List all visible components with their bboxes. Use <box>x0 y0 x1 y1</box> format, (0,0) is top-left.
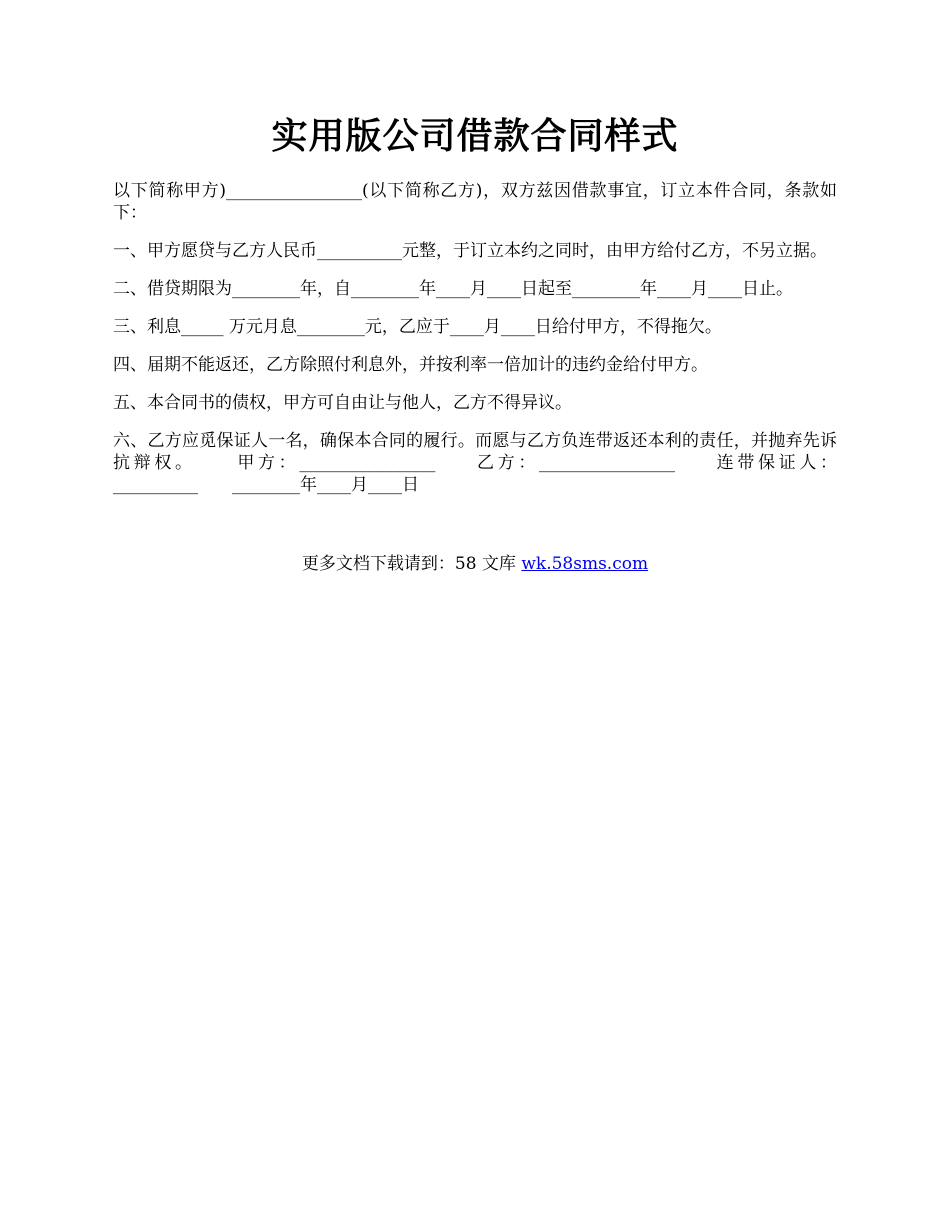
clause-1: 一、甲方愿贷与乙方人民币__________元整，于订立本约之同时，由甲方给付乙方，不另立据。 <box>113 241 827 261</box>
footer <box>0 552 950 576</box>
party-b-signature: 乙方：________________ <box>473 453 676 473</box>
clause-4: 四、届期不能返还，乙方除照付利息外，并按利率一倍加计的违约金给付甲方。 <box>113 355 708 375</box>
footer-link[interactable]: wk.58sms.com <box>521 554 649 574</box>
clause-5: 五、本合同书的债权，甲方可自由让与他人，乙方不得异议。 <box>113 393 572 413</box>
clause-6: 六、乙方应觅保证人一名，确保本合同的履行。而愿与乙方负连带返还本利的责任，并抛弃先诉抗辩权。 <box>113 431 837 473</box>
clause-6-signature-block <box>113 430 837 496</box>
party-a-signature: 甲方：________________ <box>233 453 436 473</box>
document-title: 实用版公司借款合同样式 <box>271 115 679 157</box>
signing-date: ________年____月____日 <box>232 475 419 495</box>
clause-2: 二、借贷期限为________年，自________年____月____日起至________年____月____日止。 <box>113 279 793 299</box>
guarantor-signature: 连带保证人：__________ <box>113 453 838 495</box>
footer-text: 更多文档下载请到：58 文库 <box>301 554 522 574</box>
contract-body <box>113 180 837 512</box>
preamble-paragraph: 以下简称甲方)________________(以下简称乙方)，双方兹因借款事宜，订立本件合同，条款如下： <box>113 181 837 223</box>
clause-3: 三、利息_____ 万元月息________元，乙应于____月____日给付甲方，不得拖欠。 <box>113 317 722 337</box>
